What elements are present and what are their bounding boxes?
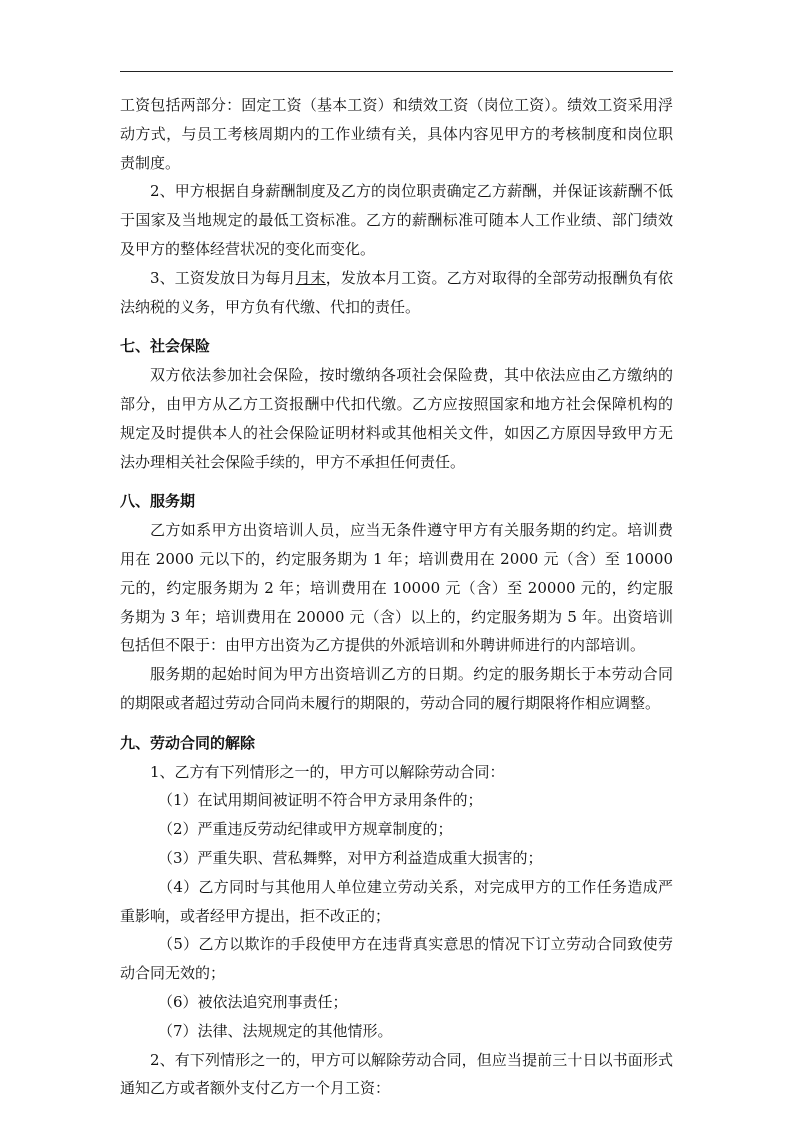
section-9-subitem-3: （3）严重失职、营私舞弊，对甲方利益造成重大损害的；: [158, 848, 543, 867]
payday-underlined: 月末: [295, 268, 326, 287]
wage-intro-paragraph: 工资包括两部分：固定工资（基本工资）和绩效工资（岗位工资）。绩效工资采用浮动方式，与员工考核周期内的工作业绩有关，具体内容见甲方的考核制度和岗位职责制度。: [120, 96, 673, 172]
wage-item-3: [120, 264, 673, 322]
document-body: [120, 91, 673, 1103]
section-9-item-1: 1、乙方有下列情形之一的，甲方可以解除劳动合同：: [150, 762, 505, 781]
wage-item-3-after: ，发放本月工资。乙方对取得的全部劳动报酬负有依法纳税的义务，甲方负有代缴、代扣的责任。: [120, 268, 673, 316]
header-rule: [120, 71, 673, 72]
section-9-item-2: 2、有下列情形之一的，甲方可以解除劳动合同，但应当提前三十日以书面形式通知乙方或者额外支付乙方一个月工资：: [120, 1050, 673, 1098]
section-8-paragraph-1: 乙方如系甲方出资培训人员，应当无条件遵守甲方有关服务期的约定。培训费用在 2000 元以下的，约定服务期为 1 年；培训费用在 2000 元（含）至 10000 元的，约定服务期为 2 年；培训费用在 10000 元（含）至 20000 元的，约定服务期为 3 年；培训费用在 20000 元（含）以上的，约定服务期为 5 年。出资培训包括但不限于：由甲方出资为乙方提供的外派培训和外聘讲师进行的内部培训。: [120, 521, 673, 655]
wage-item-3-before: 3、工资发放日为每月: [150, 268, 296, 287]
section-9-subitem-5: （5）乙方以欺诈的手段使甲方在违背真实意思的情况下订立劳动合同致使劳动合同无效的；: [120, 935, 673, 983]
wage-item-2: 2、甲方根据自身薪酬制度及乙方的岗位职责确定乙方薪酬，并保证该薪酬不低于国家及当地规定的最低工资标准。乙方的薪酬标准可随本人工作业绩、部门绩效及甲方的整体经营状况的变化而变化。: [120, 182, 673, 258]
section-8-heading: 八、服务期: [120, 492, 196, 511]
section-8-paragraph-2: 服务期的起始时间为甲方出资培训乙方的日期。约定的服务期长于本劳动合同的期限或者超过劳动合同尚未履行的期限的，劳动合同的履行期限将作相应调整。: [120, 665, 673, 712]
section-7-heading: 七、社会保险: [120, 337, 211, 356]
section-9-subitem-4: （4）乙方同时与其他用人单位建立劳动关系，对完成甲方的工作任务造成严重影响，或者经甲方提出，拒不改正的；: [120, 877, 673, 925]
section-7-body: 双方依法参加社会保险，按时缴纳各项社会保险费，其中依法应由乙方缴纳的部分，由甲方从乙方工资报酬中代扣代缴。乙方应按照国家和地方社会保障机构的规定及时提供本人的社会保险证明材料或其他相关文件，如因乙方原因导致甲方无法办理相关社会保险手续的，甲方不承担任何责任。: [120, 366, 673, 471]
section-9-subitem-1: （1）在试用期间被证明不符合甲方录用条件的；: [158, 791, 483, 810]
section-9-subitem-6: （6）被依法追究刑事责任；: [158, 992, 348, 1011]
section-9-subitem-2: （2）严重违反劳动纪律或甲方规章制度的；: [158, 820, 453, 839]
section-9-heading: 九、劳动合同的解除: [120, 733, 256, 752]
section-9-subitem-7: （7）法律、法规规定的其他情形。: [158, 1021, 393, 1040]
